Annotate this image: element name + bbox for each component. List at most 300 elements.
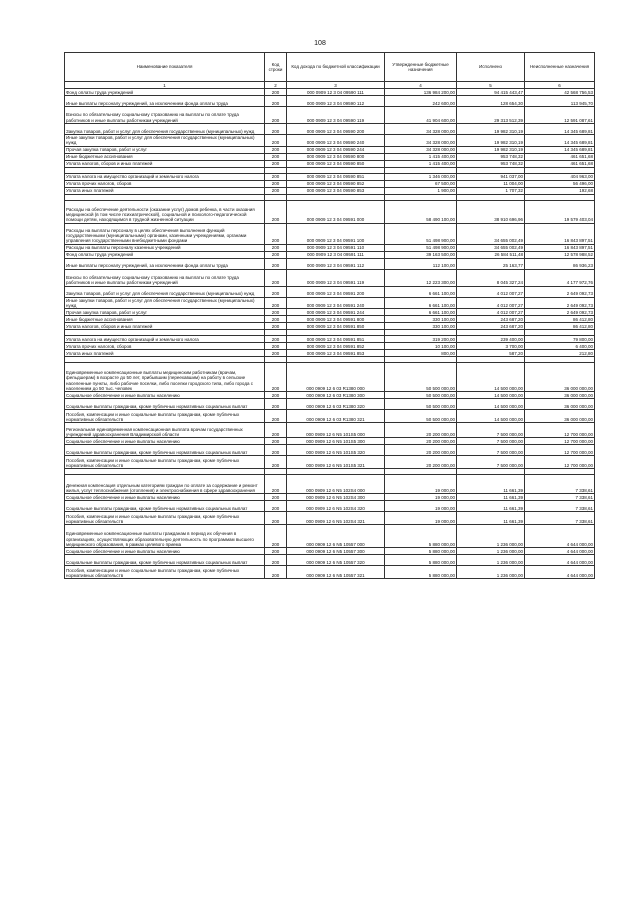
indicator-name-cell: Уплата налога на имущество организаций и земельного налога (65, 336, 265, 343)
indicator-name-cell: Взносы по обязательному социальному страхованию на выплаты по оплате труда работников и иные выплаты работникам учреждений (65, 107, 265, 124)
column-number: 3 (287, 82, 385, 89)
unexecuted-amount-cell: 4 644 000,00 (525, 566, 595, 579)
line-code-cell: 200 (265, 244, 287, 251)
table-row (65, 336, 595, 343)
table-row (65, 89, 595, 96)
line-code-cell: 200 (265, 251, 287, 258)
approved-amount-cell: 20 200 000,00 (385, 456, 457, 469)
indicator-name-cell: Единовременные компенсационные выплаты гражданам в период их обучения в организациях, осуществляющих образовательную деятельность по программам высшего медицинского образования, в рамках целевого приема (65, 525, 265, 548)
executed-amount-cell: 34 655 002,49 (457, 223, 525, 244)
unexecuted-amount-cell: 404 963,00 (525, 173, 595, 180)
executed-amount-cell: 128 654,30 (457, 96, 525, 107)
line-code-cell: 200 (265, 392, 287, 399)
line-code-cell: 200 (265, 323, 287, 330)
line-code-cell: 200 (265, 399, 287, 410)
line-code-cell: 200 (265, 223, 287, 244)
column-number: 1 (65, 82, 265, 89)
line-code-cell: 200 (265, 548, 287, 555)
line-code-cell: 200 (265, 410, 287, 423)
budget-class-code-cell: 000 0909 12 6 N5 102S4 300 (287, 494, 385, 501)
budget-class-code-cell: 000 0909 12 3 04 09590 119 (287, 107, 385, 124)
executed-amount-cell: 3 700,00 (457, 343, 525, 350)
unexecuted-amount-cell: 7 338,61 (525, 494, 595, 501)
unexecuted-amount-cell: 2 649 092,73 (525, 286, 595, 297)
executed-amount-cell: 7 500 000,00 (457, 438, 525, 445)
unexecuted-amount-cell: 7 338,61 (525, 501, 595, 512)
indicator-name-cell: Иные бюджетные ассигнования (65, 153, 265, 160)
executed-amount-cell: 14 500 000,00 (457, 392, 525, 399)
budget-class-code-cell: 000 0909 12 3 04 09590 852 (287, 180, 385, 187)
approved-amount-cell: 51 498 900,00 (385, 244, 457, 251)
indicator-name-cell: Социальное обеспечение и иные выплаты населению (65, 392, 265, 399)
executed-amount-cell: 7 500 000,00 (457, 423, 525, 438)
line-code-cell: 200 (265, 96, 287, 107)
approved-amount-cell: 800,00 (385, 350, 457, 357)
unexecuted-amount-cell: 12 700 000,00 (525, 423, 595, 438)
approved-amount-cell: 242 600,00 (385, 96, 457, 107)
table-row (65, 187, 595, 194)
unexecuted-amount-cell: 19 579 403,04 (525, 200, 595, 223)
executed-amount-cell: 34 655 002,49 (457, 244, 525, 251)
budget-class-code-cell: 000 0909 12 3 04 09591 111 (287, 251, 385, 258)
approved-amount-cell: 50 500 000,00 (385, 410, 457, 423)
line-code-cell: 200 (265, 160, 287, 167)
unexecuted-amount-cell: 86 412,80 (525, 316, 595, 323)
budget-class-code-cell: 000 0909 12 3 04 09591 851 (287, 336, 385, 343)
table-row (65, 244, 595, 251)
unexecuted-amount-cell: 12 591 087,61 (525, 107, 595, 124)
executed-amount-cell: 29 313 512,39 (457, 107, 525, 124)
approved-amount-cell: 12 223 300,00 (385, 269, 457, 286)
approved-amount-cell: 6 661 100,00 (385, 309, 457, 316)
table-row (65, 107, 595, 124)
approved-amount-cell: 5 880 000,00 (385, 548, 457, 555)
line-code-cell: 200 (265, 525, 287, 548)
executed-amount-cell: 7 500 000,00 (457, 456, 525, 469)
approved-amount-cell: 5 880 000,00 (385, 525, 457, 548)
indicator-name-cell: Социальные выплаты гражданам, кроме публичных нормативных социальных выплат (65, 501, 265, 512)
budget-class-code-cell: 000 0909 12 6 03 R1380 300 (287, 392, 385, 399)
unexecuted-amount-cell: 14 345 689,81 (525, 124, 595, 135)
approved-amount-cell: 50 500 000,00 (385, 392, 457, 399)
indicator-name-cell: Пособия, компенсации и иные социальные выплаты гражданам, кроме публичных нормативных обязательств (65, 566, 265, 579)
line-code-cell: 200 (265, 200, 287, 223)
line-code-cell: 200 (265, 107, 287, 124)
unexecuted-amount-cell: 192,68 (525, 187, 595, 194)
executed-amount-cell: 11 661,39 (457, 475, 525, 494)
approved-amount-cell: 1 415 400,00 (385, 153, 457, 160)
column-number: 2 (265, 82, 287, 89)
indicator-name-cell: Уплата иных платежей (65, 187, 265, 194)
approved-amount-cell: 20 200 000,00 (385, 445, 457, 456)
line-code-cell: 200 (265, 343, 287, 350)
unexecuted-amount-cell: 16 843 897,51 (525, 223, 595, 244)
budget-class-code-cell: 000 0909 12 3 04 09591 852 (287, 343, 385, 350)
indicator-name-cell: Закупка товаров, работ и услуг для обеспечения государственных (муниципальных) нужд (65, 124, 265, 135)
indicator-name-cell: Иные закупки товаров, работ и услуг для обеспечения государственных (муниципальных) нужд (65, 297, 265, 309)
table-row (65, 475, 595, 494)
indicator-name-cell: Уплата налогов, сборов и иных платежей (65, 323, 265, 330)
line-code-cell: 200 (265, 555, 287, 566)
budget-class-code-cell: 000 0909 12 3 04 09591 119 (287, 269, 385, 286)
unexecuted-amount-cell: 14 345 689,81 (525, 135, 595, 147)
table-row (65, 269, 595, 286)
budget-class-code-cell: 000 0909 12 3 04 09590 851 (287, 173, 385, 180)
unexecuted-amount-cell: 79 800,00 (525, 336, 595, 343)
indicator-name-cell: Уплата прочих налогов, сборов (65, 180, 265, 187)
budget-class-code-cell: 000 0909 12 6 03 R1380 320 (287, 399, 385, 410)
indicator-name-cell: Фонд оплаты труда учреждений (65, 89, 265, 96)
line-code-cell: 200 (265, 146, 287, 153)
line-code-cell: 200 (265, 445, 287, 456)
executed-amount-cell: 7 500 000,00 (457, 445, 525, 456)
executed-amount-cell: 94 415 443,47 (457, 89, 525, 96)
approved-amount-cell: 19 000,00 (385, 494, 457, 501)
page-number: 108 (314, 40, 326, 47)
unexecuted-amount-cell: 461 651,68 (525, 160, 595, 167)
unexecuted-amount-cell: 42 568 756,53 (525, 89, 595, 96)
header-line-code: Код строки (265, 53, 287, 82)
indicator-name-cell: Социальные выплаты гражданам, кроме публичных нормативных социальных выплат (65, 445, 265, 456)
approved-amount-cell: 51 498 900,00 (385, 223, 457, 244)
header-budget-class-code: Код дохода по бюджетной классификации (287, 53, 385, 82)
line-code-cell: 200 (265, 350, 287, 357)
column-number: 4 (385, 82, 457, 89)
executed-amount-cell: 11 661,39 (457, 494, 525, 501)
executed-amount-cell: 1 236 000,00 (457, 525, 525, 548)
executed-amount-cell: 11 661,39 (457, 501, 525, 512)
executed-amount-cell: 243 687,20 (457, 323, 525, 330)
executed-amount-cell: 14 500 000,00 (457, 363, 525, 392)
unexecuted-amount-cell: 86 412,80 (525, 323, 595, 330)
table-row (65, 445, 595, 456)
unexecuted-amount-cell: 36 000 000,00 (525, 410, 595, 423)
table-row (65, 501, 595, 512)
approved-amount-cell: 41 904 600,00 (385, 107, 457, 124)
budget-class-code-cell: 000 0909 12 3 04 09591 110 (287, 244, 385, 251)
unexecuted-amount-cell: 16 843 897,51 (525, 244, 595, 251)
unexecuted-amount-cell: 2 649 092,73 (525, 309, 595, 316)
table-row (65, 350, 595, 357)
indicator-name-cell: Взносы по обязательному социальному страхованию на выплаты по оплате труда работников и иные выплаты работникам учреждений (65, 269, 265, 286)
line-code-cell: 200 (265, 309, 287, 316)
unexecuted-amount-cell: 7 338,61 (525, 512, 595, 525)
budget-class-code-cell: 000 0909 12 3 04 09590 850 (287, 160, 385, 167)
indicator-name-cell: Пособия, компенсации и иные социальные выплаты гражданам, кроме публичных нормативных обязательств (65, 456, 265, 469)
indicator-name-cell: Единовременные компенсационные выплаты медицинским работникам (врачам, фельдшерам) в возрасте до 50 лет, прибывшим (переехавшим) на работу в сельские населенные пункты, либо рабочие поселки, либо поселки городского типа, либо города с населением до 50 тыс. человек (65, 363, 265, 392)
budget-class-code-cell: 000 0909 12 6 N5 102S4 000 (287, 475, 385, 494)
indicator-name-cell: Иные выплаты персоналу учреждений, за исключением фонда оплаты труда (65, 96, 265, 107)
table-row (65, 343, 595, 350)
table-row (65, 223, 595, 244)
unexecuted-amount-cell: 212,80 (525, 350, 595, 357)
table-header-row (65, 53, 595, 82)
budget-class-code-cell: 000 0909 12 6 N5 102S4 320 (287, 501, 385, 512)
budget-class-code-cell: 000 0909 12 6 03 R1380 000 (287, 363, 385, 392)
executed-amount-cell: 26 584 511,48 (457, 251, 525, 258)
unexecuted-amount-cell: 12 700 000,00 (525, 445, 595, 456)
executed-amount-cell: 953 748,32 (457, 160, 525, 167)
table-row (65, 200, 595, 223)
table-row (65, 316, 595, 323)
line-code-cell: 200 (265, 173, 287, 180)
indicator-name-cell: Расходы на выплаты персоналу казенных учреждений (65, 244, 265, 251)
unexecuted-amount-cell: 4 644 000,00 (525, 548, 595, 555)
indicator-name-cell: Пособия, компенсации и иные социальные выплаты гражданам, кроме публичных нормативных обязательств (65, 512, 265, 525)
table-row (65, 146, 595, 153)
column-number: 5 (457, 82, 525, 89)
approved-amount-cell: 20 200 000,00 (385, 438, 457, 445)
budget-class-code-cell: 000 0909 12 3 04 09591 000 (287, 200, 385, 223)
indicator-name-cell: Прочая закупка товаров, работ и услуг (65, 146, 265, 153)
line-code-cell: 200 (265, 438, 287, 445)
indicator-name-cell: Расходы на обеспечение деятельности (оказание услуг) домов ребенка, в части оказания медицинской (в том числе психиатрической), социальной и психолого-педагогической помощи детям, находящимся в трудной жизненной ситуации (65, 200, 265, 223)
approved-amount-cell: 319 200,00 (385, 336, 457, 343)
table-row (65, 258, 595, 269)
line-code-cell: 200 (265, 153, 287, 160)
indicator-name-cell: Расходы на выплаты персоналу в целях обеспечения выполнения функций государственными (муниципальными) органами, казенными учреждениями, органами управления государственными внебюджетными фондами (65, 223, 265, 244)
executed-amount-cell: 25 163,77 (457, 258, 525, 269)
budget-class-code-cell: 000 0909 12 3 04 09591 850 (287, 323, 385, 330)
approved-amount-cell: 19 000,00 (385, 475, 457, 494)
budget-class-code-cell: 000 0909 12 3 04 09590 800 (287, 153, 385, 160)
table-row (65, 251, 595, 258)
budget-class-code-cell: 000 0909 12 3 04 09591 244 (287, 309, 385, 316)
unexecuted-amount-cell: 36 000 000,00 (525, 399, 595, 410)
indicator-name-cell: Иные бюджетные ассигнования (65, 316, 265, 323)
header-indicator-name: Наименование показателя (65, 53, 265, 82)
indicator-name-cell: Региональная единовременная компенсационная выплата врачам государственных учреждений здравоохранения Владимирской области (65, 423, 265, 438)
budget-class-code-cell: 000 0909 12 6 N5 101S5 000 (287, 423, 385, 438)
table-row (65, 124, 595, 135)
header-approved: Утвержденные бюджетные назначения (385, 53, 457, 82)
indicator-name-cell: Пособия, компенсации и иные социальные выплаты гражданам, кроме публичных нормативных обязательств (65, 410, 265, 423)
line-code-cell: 200 (265, 286, 287, 297)
table-row (65, 286, 595, 297)
indicator-name-cell: Социальное обеспечение и иные выплаты населению (65, 548, 265, 555)
budget-execution-table (64, 52, 595, 579)
indicator-name-cell: Социальные выплаты гражданам, кроме публичных нормативных социальных выплат (65, 399, 265, 410)
unexecuted-amount-cell: 2 649 092,73 (525, 297, 595, 309)
unexecuted-amount-cell: 4 177 972,76 (525, 269, 595, 286)
unexecuted-amount-cell: 12 700 000,00 (525, 438, 595, 445)
table-row (65, 173, 595, 180)
line-code-cell: 200 (265, 135, 287, 147)
unexecuted-amount-cell: 461 651,68 (525, 153, 595, 160)
table-row (65, 410, 595, 423)
table-row (65, 180, 595, 187)
unexecuted-amount-cell: 36 000 000,00 (525, 392, 595, 399)
budget-class-code-cell: 000 0909 12 6 N5 10557 000 (287, 525, 385, 548)
executed-amount-cell: 4 012 007,27 (457, 309, 525, 316)
budget-class-code-cell: 000 0909 12 3 04 09591 112 (287, 258, 385, 269)
executed-amount-cell: 4 012 007,27 (457, 297, 525, 309)
table-row (65, 456, 595, 469)
budget-class-code-cell: 000 0909 12 6 N5 101S5 321 (287, 456, 385, 469)
table-row (65, 566, 595, 579)
executed-amount-cell: 11 661,39 (457, 512, 525, 525)
approved-amount-cell: 50 500 000,00 (385, 399, 457, 410)
line-code-cell: 200 (265, 494, 287, 501)
approved-amount-cell: 34 328 000,00 (385, 124, 457, 135)
line-code-cell: 200 (265, 512, 287, 525)
budget-class-code-cell: 000 0909 12 6 N5 10557 300 (287, 548, 385, 555)
budget-class-code-cell: 000 0909 12 3 04 09590 853 (287, 187, 385, 194)
approved-amount-cell: 1 415 400,00 (385, 160, 457, 167)
budget-class-code-cell: 000 0909 12 6 N5 10557 320 (287, 555, 385, 566)
approved-amount-cell: 10 100,00 (385, 343, 457, 350)
budget-class-code-cell: 000 0909 12 3 04 09590 111 (287, 89, 385, 96)
approved-amount-cell: 330 100,00 (385, 323, 457, 330)
executed-amount-cell: 1 236 000,00 (457, 555, 525, 566)
approved-amount-cell: 1 900,00 (385, 187, 457, 194)
table-row (65, 297, 595, 309)
budget-class-code-cell: 000 0909 12 3 04 09591 800 (287, 316, 385, 323)
table-row (65, 135, 595, 147)
table-row (65, 96, 595, 107)
budget-class-code-cell: 000 0909 12 3 04 09591 853 (287, 350, 385, 357)
executed-amount-cell: 239 400,00 (457, 336, 525, 343)
unexecuted-amount-cell: 113 945,70 (525, 96, 595, 107)
table-row (65, 363, 595, 392)
approved-amount-cell: 20 200 000,00 (385, 423, 457, 438)
line-code-cell: 200 (265, 89, 287, 96)
executed-amount-cell: 14 500 000,00 (457, 410, 525, 423)
executed-amount-cell: 19 982 310,19 (457, 135, 525, 147)
unexecuted-amount-cell: 56 496,00 (525, 180, 595, 187)
executed-amount-cell: 941 037,00 (457, 173, 525, 180)
approved-amount-cell: 50 500 000,00 (385, 363, 457, 392)
approved-amount-cell: 1 346 000,00 (385, 173, 457, 180)
indicator-name-cell: Уплата налогов, сборов и иных платежей (65, 160, 265, 167)
line-code-cell: 200 (265, 297, 287, 309)
table-row (65, 555, 595, 566)
indicator-name-cell: Социальные выплаты гражданам, кроме публичных нормативных социальных выплат (65, 555, 265, 566)
indicator-name-cell: Закупка товаров, работ и услуг для обеспечения государственных (муниципальных) нужд (65, 286, 265, 297)
indicator-name-cell: Прочая закупка товаров, работ и услуг (65, 309, 265, 316)
unexecuted-amount-cell: 12 700 000,00 (525, 456, 595, 469)
table-row (65, 494, 595, 501)
unexecuted-amount-cell: 12 578 988,52 (525, 251, 595, 258)
unexecuted-amount-cell: 4 644 000,00 (525, 525, 595, 548)
indicator-name-cell: Денежная компенсация отдельным категориям граждан по оплате за содержание и ремонт жилья, услуг теплоснабжения (отопления) и электроснабжения в сфере здравоохранения (65, 475, 265, 494)
budget-class-code-cell: 000 0909 12 3 04 09590 244 (287, 146, 385, 153)
budget-class-code-cell: 000 0909 12 3 04 09590 112 (287, 96, 385, 107)
unexecuted-amount-cell: 86 936,23 (525, 258, 595, 269)
executed-amount-cell: 38 910 696,96 (457, 200, 525, 223)
budget-class-code-cell: 000 0909 12 6 N5 102S4 321 (287, 512, 385, 525)
table-row (65, 512, 595, 525)
table-row (65, 392, 595, 399)
executed-amount-cell: 1 707,32 (457, 187, 525, 194)
line-code-cell: 200 (265, 423, 287, 438)
line-code-cell: 200 (265, 180, 287, 187)
executed-amount-cell: 243 687,20 (457, 316, 525, 323)
executed-amount-cell: 4 012 007,27 (457, 286, 525, 297)
line-code-cell: 200 (265, 566, 287, 579)
budget-class-code-cell: 000 0909 12 3 04 09591 100 (287, 223, 385, 244)
approved-amount-cell: 5 880 000,00 (385, 566, 457, 579)
line-code-cell: 200 (265, 269, 287, 286)
line-code-cell: 200 (265, 363, 287, 392)
executed-amount-cell: 1 236 000,00 (457, 548, 525, 555)
table-row (65, 153, 595, 160)
approved-amount-cell: 39 163 500,00 (385, 251, 457, 258)
executed-amount-cell: 1 236 000,00 (457, 566, 525, 579)
executed-amount-cell: 14 500 000,00 (457, 399, 525, 410)
table-row (65, 548, 595, 555)
table-row (65, 309, 595, 316)
executed-amount-cell: 8 045 327,24 (457, 269, 525, 286)
table-row (65, 399, 595, 410)
budget-class-code-cell: 000 0909 12 6 N5 101S5 320 (287, 445, 385, 456)
unexecuted-amount-cell: 4 644 000,00 (525, 555, 595, 566)
executed-amount-cell: 19 982 310,19 (457, 124, 525, 135)
budget-class-code-cell: 000 0909 12 6 03 R1380 321 (287, 410, 385, 423)
approved-amount-cell: 136 984 200,00 (385, 89, 457, 96)
approved-amount-cell: 34 328 000,00 (385, 135, 457, 147)
approved-amount-cell: 67 500,00 (385, 180, 457, 187)
indicator-name-cell: Фонд оплаты труда учреждений (65, 251, 265, 258)
indicator-name-cell: Уплата иных платежей (65, 350, 265, 357)
unexecuted-amount-cell: 36 000 000,00 (525, 363, 595, 392)
line-code-cell: 200 (265, 336, 287, 343)
approved-amount-cell: 19 000,00 (385, 501, 457, 512)
approved-amount-cell: 6 661 100,00 (385, 297, 457, 309)
line-code-cell: 200 (265, 187, 287, 194)
unexecuted-amount-cell: 7 338,61 (525, 475, 595, 494)
approved-amount-cell: 112 100,00 (385, 258, 457, 269)
approved-amount-cell: 5 880 000,00 (385, 555, 457, 566)
column-number-row (65, 82, 595, 89)
executed-amount-cell: 19 982 310,19 (457, 146, 525, 153)
indicator-name-cell: Иные закупки товаров, работ и услуг для обеспечения государственных (муниципальных) нужд (65, 135, 265, 147)
indicator-name-cell: Социальное обеспечение и иные выплаты населению (65, 438, 265, 445)
budget-class-code-cell: 000 0909 12 3 04 09590 200 (287, 124, 385, 135)
indicator-name-cell: Иные выплаты персоналу учреждений, за исключением фонда оплаты труда (65, 258, 265, 269)
line-code-cell: 200 (265, 316, 287, 323)
column-number: 6 (525, 82, 595, 89)
line-code-cell: 200 (265, 501, 287, 512)
header-executed: Исполнено (457, 53, 525, 82)
approved-amount-cell: 6 661 100,00 (385, 286, 457, 297)
indicator-name-cell: Социальное обеспечение и иные выплаты населению (65, 494, 265, 501)
unexecuted-amount-cell: 6 400,00 (525, 343, 595, 350)
line-code-cell: 200 (265, 258, 287, 269)
executed-amount-cell: 953 748,32 (457, 153, 525, 160)
approved-amount-cell: 34 328 000,00 (385, 146, 457, 153)
budget-class-code-cell: 000 0909 12 3 04 09591 200 (287, 286, 385, 297)
approved-amount-cell: 58 490 100,00 (385, 200, 457, 223)
table-body (65, 89, 595, 579)
budget-class-code-cell: 000 0909 12 6 N5 10557 321 (287, 566, 385, 579)
budget-class-code-cell: 000 0909 12 3 04 09591 240 (287, 297, 385, 309)
line-code-cell: 200 (265, 475, 287, 494)
header-unexecuted: Неисполненные назначения (525, 53, 595, 82)
table-row (65, 160, 595, 167)
unexecuted-amount-cell: 14 345 689,81 (525, 146, 595, 153)
line-code-cell: 200 (265, 124, 287, 135)
approved-amount-cell: 330 100,00 (385, 316, 457, 323)
table-row (65, 323, 595, 330)
approved-amount-cell: 19 000,00 (385, 512, 457, 525)
table-row (65, 525, 595, 548)
budget-class-code-cell: 000 0909 12 6 N5 101S5 300 (287, 438, 385, 445)
indicator-name-cell: Уплата налога на имущество организаций и земельного налога (65, 173, 265, 180)
table-row (65, 438, 595, 445)
executed-amount-cell: 11 004,00 (457, 180, 525, 187)
table-row (65, 423, 595, 438)
